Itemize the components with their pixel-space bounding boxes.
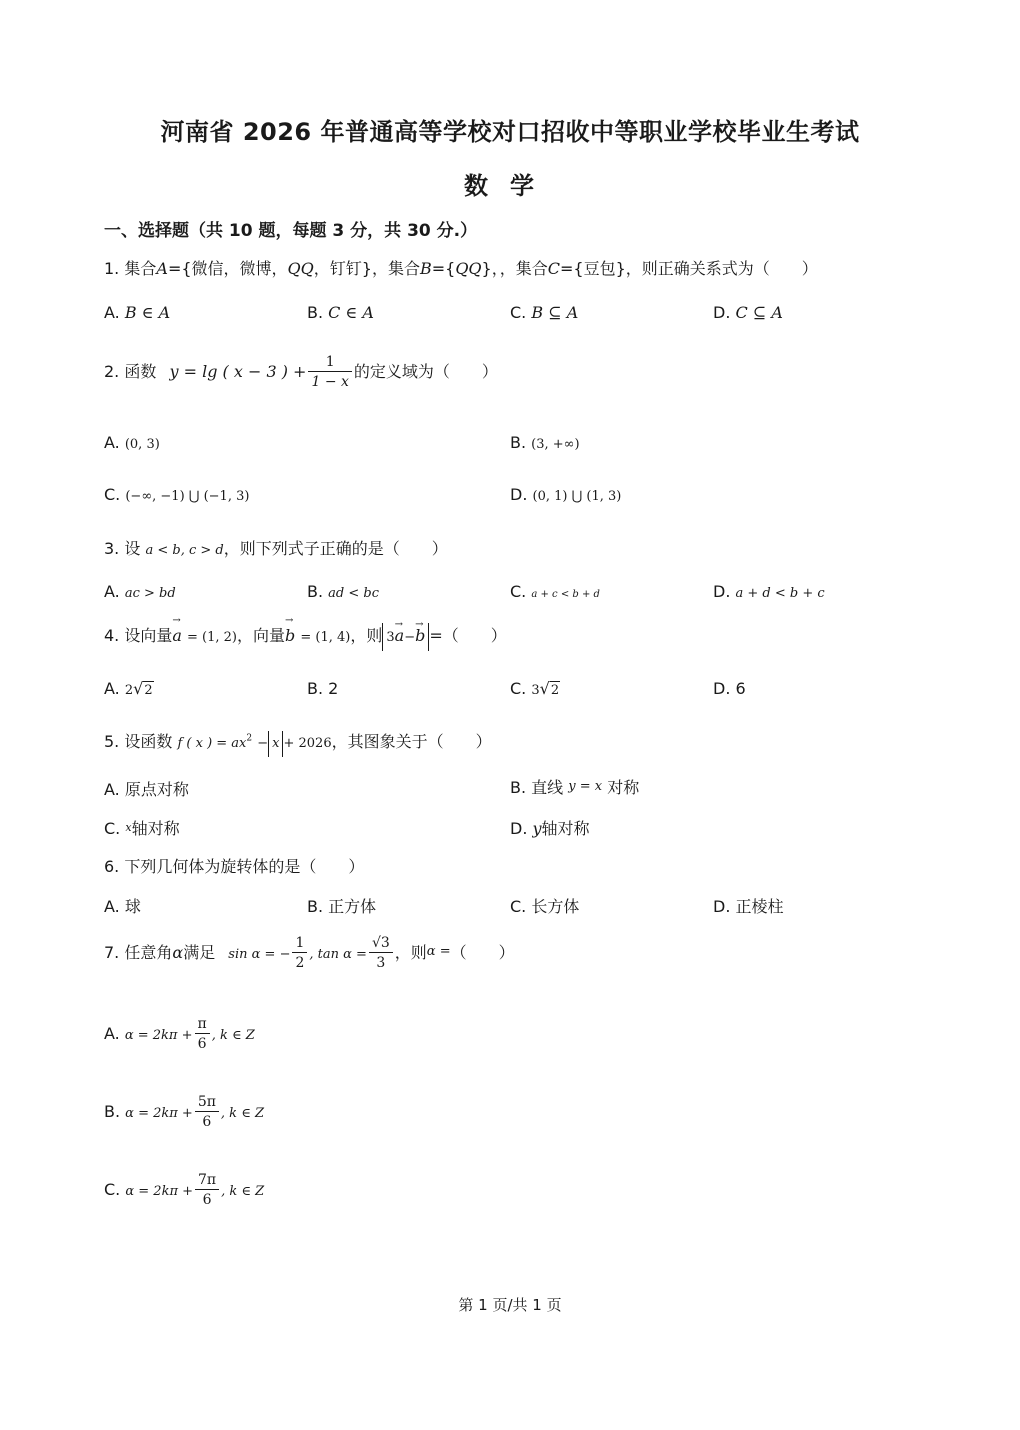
q2-number: 2. xyxy=(104,362,120,381)
option-label: D. xyxy=(713,897,731,916)
option-expression: α = 2kπ + xyxy=(124,1028,193,1043)
frac-numerator: 1 xyxy=(325,354,335,370)
q7-fraction-2 xyxy=(369,934,393,973)
radicand: 2 xyxy=(144,683,153,698)
q1-number: 1. xyxy=(104,259,120,278)
vector-b: → b xyxy=(415,623,425,649)
q4-text: 设向量 xyxy=(124,626,173,645)
q3-expression: a < b, c > d xyxy=(145,543,224,558)
q2-text: 函数 xyxy=(124,362,157,381)
option-label: A. xyxy=(104,433,120,452)
q7-text: 任意角 xyxy=(124,943,173,962)
q4-option-b[interactable]: B. 2 xyxy=(307,679,339,698)
q7-option-b[interactable] xyxy=(104,1093,264,1132)
frac-numerator: 5π xyxy=(197,1094,216,1110)
q1-text: ={ xyxy=(431,259,456,278)
q4-vector-b-value: = (1, 4) xyxy=(300,630,351,645)
sqrt-icon: √ xyxy=(539,679,550,698)
q5-text: 设函数 xyxy=(124,732,173,751)
option-text: ac > bd xyxy=(124,586,176,601)
q7-text: 满足 xyxy=(183,943,216,962)
q4-number: 4. xyxy=(104,626,120,645)
q5-constant: + 2026 xyxy=(283,736,332,751)
q4-magnitude xyxy=(382,623,429,651)
section-heading: 一、选择题（共 10 题，每题 3 分，共 30 分.） xyxy=(104,221,478,241)
option-text: 对称 xyxy=(607,778,640,797)
option-label: B. xyxy=(307,303,324,322)
option-label: C. xyxy=(104,485,121,504)
q5-text: ，其图象关于（ ） xyxy=(331,732,492,751)
frac-denominator: 2 xyxy=(292,952,307,973)
option-label: A. xyxy=(104,780,120,799)
option-label: A. xyxy=(104,1024,120,1043)
radicand: 2 xyxy=(550,683,560,698)
frac-denominator: 3 xyxy=(369,952,393,973)
q1-qq: QQ xyxy=(287,259,314,278)
q6-option-d[interactable] xyxy=(713,894,784,917)
option-text: a + c < b + d xyxy=(531,589,600,600)
q2-fraction xyxy=(308,353,351,392)
option-text: (−∞, −1) ⋃ (−1, 3) xyxy=(125,489,250,504)
frac-numerator: 7π xyxy=(198,1172,217,1188)
q1-option-b[interactable] xyxy=(307,303,374,322)
q4-option-d[interactable]: D. 6 xyxy=(713,679,746,698)
q7-sin-expression: sin α = − xyxy=(228,947,291,962)
q3-option-c[interactable] xyxy=(510,582,600,601)
q3-text: 设 xyxy=(124,539,141,558)
page-footer: 第 1 页/共 1 页 xyxy=(458,1296,562,1314)
option-label: C. xyxy=(510,303,527,322)
q7-option-a[interactable] xyxy=(104,1015,255,1054)
option-expression: , k ∈ Z xyxy=(211,1028,255,1043)
q7-tan-expression: , tan α = xyxy=(309,947,367,962)
option-text: (0, 1) ⋃ (1, 3) xyxy=(532,489,622,504)
option-text: 轴对称 xyxy=(541,819,590,838)
q7-alpha-equals: α = xyxy=(426,944,451,959)
option-text: ad < bc xyxy=(328,586,379,601)
option-text: 正方体 xyxy=(328,897,377,916)
option-expression: , k ∈ Z xyxy=(221,1184,265,1199)
q1-text: ={微信，微博， xyxy=(167,259,288,278)
option-label: D. xyxy=(713,582,731,601)
minus-sign: − xyxy=(404,630,416,645)
q2-option-a[interactable] xyxy=(104,433,160,452)
option-label: A. xyxy=(104,303,120,322)
option-text: C ∈ A xyxy=(328,303,374,322)
option-text: 原点对称 xyxy=(124,780,189,799)
q3-option-d[interactable] xyxy=(713,582,825,601)
option-label: A. xyxy=(104,679,120,698)
option-expression: , k ∈ Z xyxy=(220,1106,264,1121)
option-text: a + d < b + c xyxy=(735,586,825,601)
q6-option-c[interactable] xyxy=(510,894,579,917)
option-fraction xyxy=(195,1015,210,1054)
q5-number: 5. xyxy=(104,732,120,751)
option-label: D. xyxy=(510,485,528,504)
option-text: 球 xyxy=(124,897,141,916)
question-6 xyxy=(104,854,364,877)
q3-option-b[interactable] xyxy=(307,582,379,601)
q2-option-c[interactable] xyxy=(104,485,249,504)
option-expression: α = 2kπ + xyxy=(125,1106,193,1121)
option-coefficient: 3 xyxy=(531,683,540,698)
vector-a: → a xyxy=(172,626,182,645)
alpha-symbol: α xyxy=(172,943,184,962)
question-1 xyxy=(104,256,818,279)
question-2 xyxy=(104,353,498,392)
exam-title: 河南省 2026 年普通高等学校对口招收中等职业学校毕业生考试 xyxy=(160,118,860,146)
frac-denominator: 6 xyxy=(195,1111,219,1132)
q3-number: 3. xyxy=(104,539,120,558)
q5-option-c[interactable] xyxy=(104,816,180,839)
option-label: B. xyxy=(307,582,324,601)
q5-option-d[interactable] xyxy=(510,816,590,839)
frac-numerator: π xyxy=(197,1016,207,1032)
exponent: 2 xyxy=(246,733,253,744)
q5-function: f ( x ) = ax xyxy=(177,736,247,751)
q6-number: 6. xyxy=(104,857,120,876)
q1-set-b: B xyxy=(419,259,432,278)
frac-denominator: 6 xyxy=(195,1033,210,1054)
option-text: (0, 3) xyxy=(124,437,160,452)
q1-option-d[interactable] xyxy=(713,303,783,322)
option-fraction xyxy=(195,1171,219,1210)
coefficient: 3 xyxy=(386,630,395,645)
vector-b: → b xyxy=(285,626,295,645)
q4-text: =（ ） xyxy=(429,626,507,645)
option-label: D. xyxy=(510,819,528,838)
q7-text: ，则 xyxy=(394,943,427,962)
question-5 xyxy=(104,729,492,757)
q5-option-b[interactable] xyxy=(510,775,639,798)
subject-title: 数学 xyxy=(464,172,556,200)
frac-numerator: √3 xyxy=(371,935,390,951)
option-variable: y xyxy=(532,819,542,838)
option-label: C. xyxy=(510,897,527,916)
q1-set-a: A xyxy=(156,259,168,278)
q7-fraction-1 xyxy=(292,934,307,973)
option-text: (3, +∞) xyxy=(531,437,580,452)
q7-number: 7. xyxy=(104,943,120,962)
option-text: B ⊆ A xyxy=(531,303,579,322)
option-label: A. xyxy=(104,897,120,916)
q1-option-a[interactable] xyxy=(104,303,170,322)
q4-text: ，向量 xyxy=(237,626,286,645)
option-expression: α = 2kπ + xyxy=(125,1184,194,1199)
q7-option-c[interactable] xyxy=(104,1171,264,1210)
q2-text: 的定义域为（ ） xyxy=(353,362,498,381)
option-text: B ∈ A xyxy=(124,303,171,322)
q2-option-d[interactable] xyxy=(510,485,621,504)
sqrt-icon: √ xyxy=(133,679,144,698)
q1-text: ={豆包}，则正确关系式为（ ） xyxy=(559,259,818,278)
q5-option-a[interactable] xyxy=(104,777,189,800)
option-label: C. xyxy=(510,582,527,601)
q6-option-b[interactable] xyxy=(307,894,376,917)
q1-option-c[interactable] xyxy=(510,303,578,322)
frac-denominator: 6 xyxy=(195,1189,219,1210)
option-label: C. xyxy=(510,679,527,698)
q4-text: ，则 xyxy=(350,626,383,645)
q1-text: }，，集合 xyxy=(481,259,548,278)
q1-set-c: C xyxy=(547,259,560,278)
option-label: B. xyxy=(510,433,527,452)
abs-x: x xyxy=(268,731,283,757)
q6-option-a[interactable] xyxy=(104,894,141,917)
option-text: 直线 xyxy=(531,778,564,797)
option-label: B. xyxy=(104,1102,121,1121)
option-text: 长方体 xyxy=(531,897,580,916)
q4-option-a[interactable] xyxy=(104,679,154,700)
q3-option-a[interactable] xyxy=(104,582,176,601)
option-label: C. xyxy=(104,1180,121,1199)
frac-numerator: 1 xyxy=(295,935,305,951)
q4-option-c[interactable] xyxy=(510,679,560,700)
option-text: 正棱柱 xyxy=(735,897,784,916)
option-fraction xyxy=(195,1093,219,1132)
option-coefficient: 2 xyxy=(124,683,134,698)
question-7 xyxy=(104,934,515,973)
frac-denominator: 1 − x xyxy=(308,371,351,392)
q4-vector-a-value: = (1, 2) xyxy=(187,630,237,645)
question-4 xyxy=(104,623,507,651)
q2-expression: y = lg ( x − 3 ) + xyxy=(169,362,307,381)
option-text: 轴对称 xyxy=(131,819,180,838)
option-label: B. xyxy=(307,897,324,916)
option-label: A. xyxy=(104,582,120,601)
option-text: C ⊆ A xyxy=(735,303,783,322)
option-label: B. xyxy=(510,778,527,797)
option-label: C. xyxy=(104,819,121,838)
question-3 xyxy=(104,536,448,559)
option-variable: x xyxy=(125,821,132,834)
q6-text: 下列几何体为旋转体的是（ ） xyxy=(124,857,365,876)
q1-text: 集合 xyxy=(124,259,157,278)
q2-option-b[interactable] xyxy=(510,433,580,452)
minus-sign: − xyxy=(257,736,269,751)
q1-qq: QQ xyxy=(455,259,482,278)
option-label: D. xyxy=(713,303,731,322)
vector-a: → a xyxy=(395,623,405,649)
q1-text: ，钉钉}，集合 xyxy=(313,259,420,278)
q7-text: （ ） xyxy=(450,943,515,962)
option-expression: y = x xyxy=(568,779,603,794)
q3-text: ，则下列式子正确的是（ ） xyxy=(223,539,448,558)
